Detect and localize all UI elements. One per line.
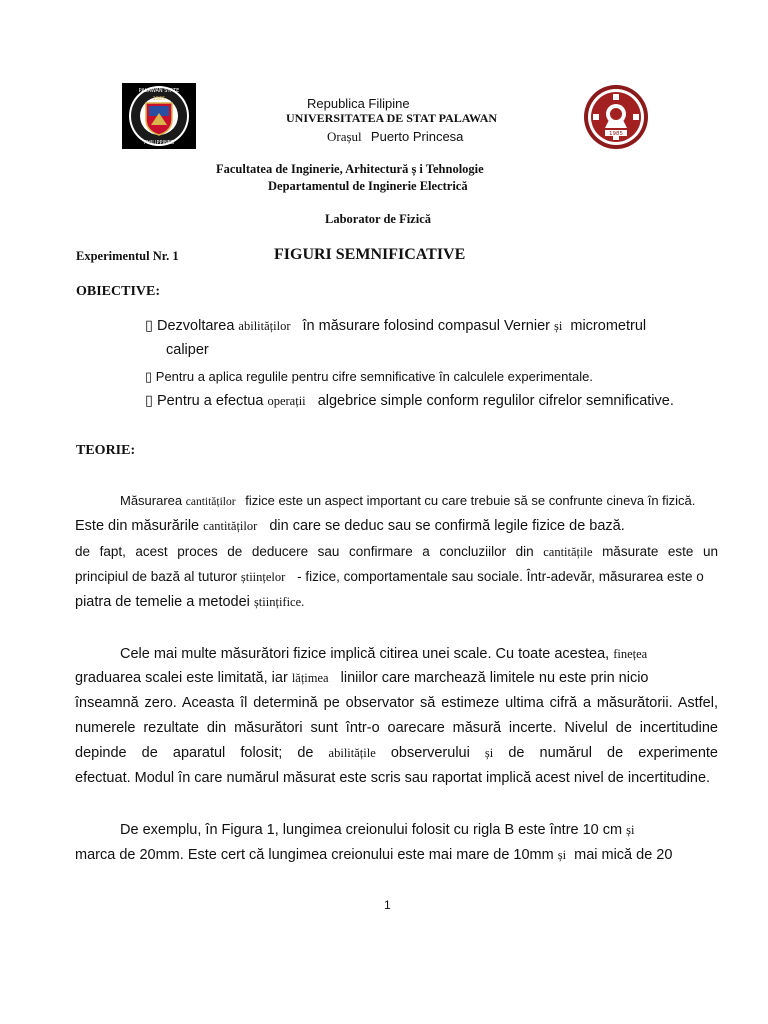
theory-p2-line4: numerele rezultate din măsurători sunt într-o oarecare măsură incerte. Nivelul de incertitudine (75, 720, 718, 736)
objective-item-1-cont: caliper (166, 342, 209, 358)
objective-item-1: ▯ Dezvoltarea abilităților în măsurare folosind compasul Vernier și micrometrul (145, 318, 647, 334)
objective-item-2: ▯ Pentru a aplica regulile pentru cifre semnificative în calculele experimentale. (145, 369, 593, 384)
city-label: Orașul (327, 129, 362, 144)
country-name: Republica Filipine (307, 96, 410, 111)
seal-year: 1985 (609, 131, 623, 137)
lab-name: Laborator de Fizică (325, 212, 431, 226)
university-name: UNIVERSITATEA DE STAT PALAWAN (286, 111, 498, 125)
objectives-heading: OBIECTIVE: (76, 284, 161, 299)
page-number: 1 (384, 898, 391, 912)
experiment-title: FIGURI SEMNIFICATIVE (274, 246, 466, 263)
department-name: Departamentul de Inginerie Electrică (268, 179, 468, 193)
svg-text:PALAWAN STATE: PALAWAN STATE (138, 88, 180, 94)
theory-p1-line5: piatra de temelie a metodei științifice. (75, 594, 305, 610)
theory-p3-line1: De exemplu, în Figura 1, lungimea creionului folosit cu rigla B este între 10 cm și (120, 822, 635, 838)
theory-p2-line1: Cele mai multe măsurători fizice implică citirea unei scale. Cu toate acestea, finețea (120, 646, 648, 662)
city-line (327, 129, 463, 145)
theory-p2-line3: înseamnă zero. Aceasta îl determină pe observator să estimeze ultima cifră a măsurătorii. Astfel, (75, 695, 718, 711)
theory-p2-line6: efectuat. Modul în care numărul măsurat este scris sau raportat implică acest nivel de incertitudine. (75, 770, 711, 786)
engineering-college-seal-icon (583, 84, 649, 150)
theory-p3-line2: marca de 20mm. Este cert că lungimea creionului este mai mare de 10mm și mai mică de 20 (75, 847, 673, 863)
theory-p2-line2: graduarea scalei este limitată, iar lățimea liniilor care marchează limitele nu este prin nicio (75, 670, 649, 686)
experiment-number: Experimentul Nr. 1 (76, 249, 179, 263)
theory-p1-line2: Este din măsurările cantităților din care se deduc sau se confirmă legile fizice de bază. (75, 518, 625, 534)
palawan-state-university-logo-icon (122, 83, 196, 149)
theory-p1-line4: principiul de bază al tuturor științelor - fizice, comportamentale sau sociale. Într-adevăr, măsurarea este o (75, 569, 704, 584)
theory-p1-line1: Măsurarea cantităților fizice este un aspect important cu care trebuie să se confrunte cineva în fizică. (120, 493, 696, 508)
theory-heading: TEORIE: (76, 443, 136, 458)
theory-p2-line5: depinde de aparatul folosit; de abilitățile observerului și de numărul de experimente (75, 745, 718, 761)
city-name: Puerto Princesa (370, 129, 464, 144)
bullet-icon: ▯ (145, 393, 153, 409)
faculty-name: Facultatea de Inginerie, Arhitectură ș i Tehnologie (216, 162, 484, 176)
objective-item-3: ▯ Pentru a efectua operații algebrice simple conform regulilor cifrelor semnificative. (145, 393, 674, 409)
bullet-icon: ▯ (145, 318, 153, 334)
bullet-icon: ▯ (145, 369, 153, 384)
svg-text:PHILIPPINES: PHILIPPINES (143, 140, 175, 146)
theory-p1-line3: de fapt, acest proces de deducere sau confirmare a concluziilor din cantitățile măsurate este un (75, 544, 718, 559)
svg-text:1965: 1965 (152, 96, 166, 102)
